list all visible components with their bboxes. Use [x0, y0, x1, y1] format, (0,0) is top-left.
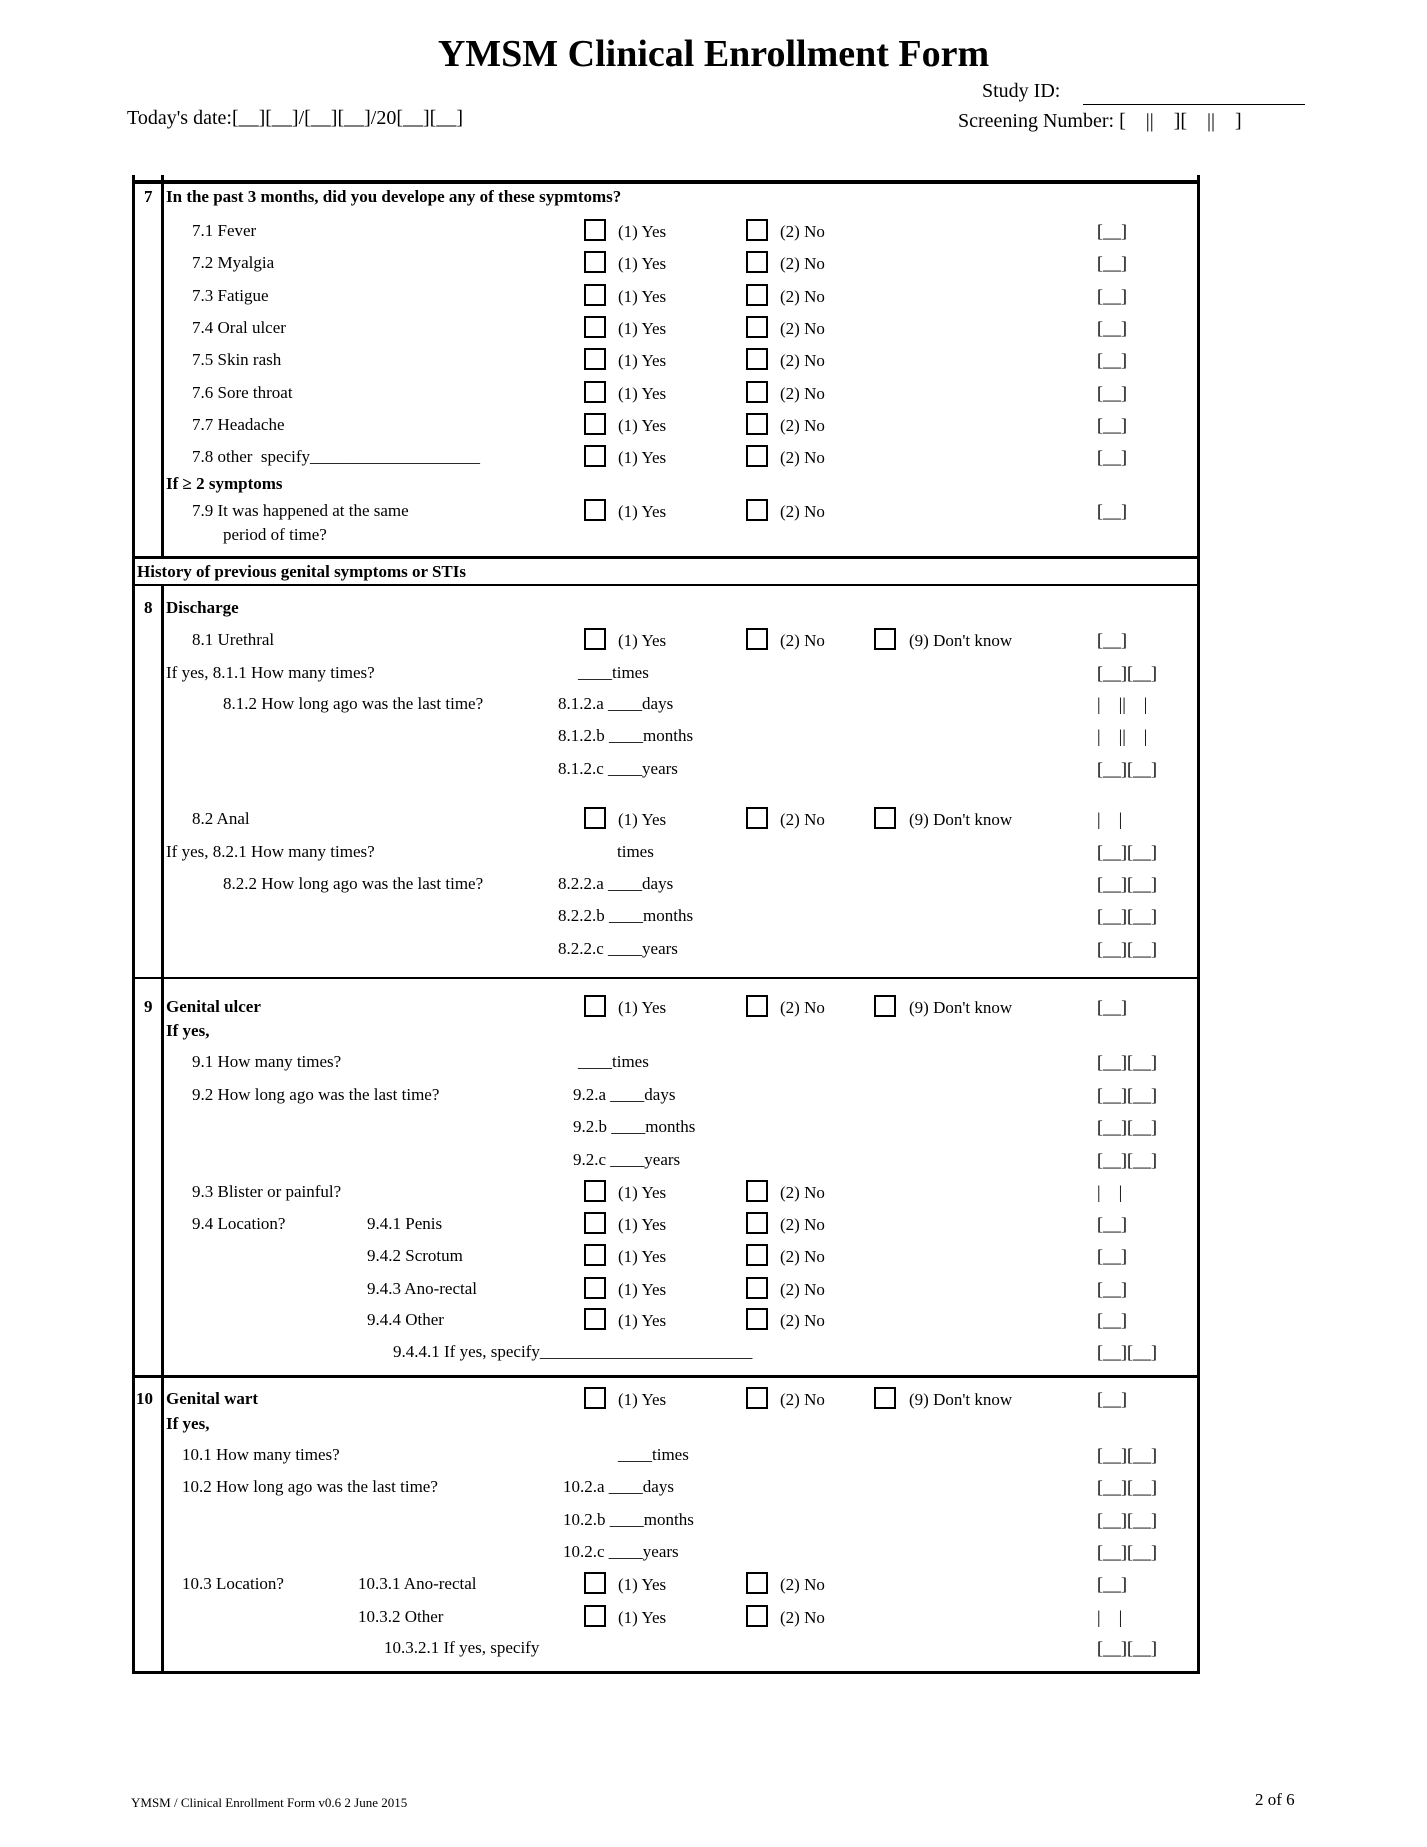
- code-field[interactable]: [__][__]: [1097, 663, 1157, 683]
- row-divider: [132, 556, 1200, 559]
- checkbox-yes[interactable]: [584, 1308, 606, 1330]
- sub-question-label: 9.4.4.1 If yes, specify_________________________: [393, 1342, 753, 1361]
- option-label-yes: (1) Yes: [618, 1280, 667, 1299]
- code-field[interactable]: [__]: [1097, 501, 1127, 521]
- code-field[interactable]: [__]: [1097, 630, 1127, 650]
- code-field[interactable]: [__][__]: [1097, 1638, 1157, 1658]
- answer-blank[interactable]: 8.2.2.a ____days: [558, 874, 674, 893]
- option-label-yes: (1) Yes: [618, 319, 667, 338]
- checkbox-no[interactable]: [746, 445, 768, 467]
- code-field[interactable]: | |: [1097, 1607, 1123, 1627]
- checkbox-no[interactable]: [746, 413, 768, 435]
- code-field[interactable]: [__][__]: [1097, 759, 1157, 779]
- checkbox-yes[interactable]: [584, 284, 606, 306]
- question-label: In the past 3 months, did you develope any of these sypmtoms?: [166, 187, 622, 206]
- row-divider: [132, 977, 1200, 979]
- code-field[interactable]: [__][__]: [1097, 842, 1157, 862]
- option-label-no: (2) No: [780, 1280, 825, 1299]
- code-field[interactable]: [__]: [1097, 1214, 1127, 1234]
- option-label-no: (2) No: [780, 254, 825, 273]
- question-label: 7.9 It was happened at the same: [192, 501, 409, 520]
- question-label: 7.2 Myalgia: [192, 253, 275, 272]
- answer-blank[interactable]: 8.1.2.a ____days: [558, 694, 674, 713]
- code-field[interactable]: [__]: [1097, 350, 1127, 370]
- footer-version: YMSM / Clinical Enrollment Form v0.6 2 June 2015: [131, 1795, 408, 1810]
- inner-divider: [161, 175, 164, 558]
- code-field[interactable]: [__][__]: [1097, 874, 1157, 894]
- question-label: 9.4 Location?: [192, 1214, 286, 1233]
- code-field[interactable]: | || |: [1097, 694, 1148, 714]
- checkbox-yes[interactable]: [584, 1572, 606, 1594]
- option-label-yes: (1) Yes: [618, 502, 667, 521]
- code-field[interactable]: [__]: [1097, 253, 1127, 273]
- answer-blank[interactable]: 8.2.2.c ____years: [558, 939, 678, 958]
- option-label-yes: (1) Yes: [618, 1183, 667, 1202]
- question-label: 8.1.2 How long ago was the last time?: [223, 694, 484, 713]
- option-label-no: (2) No: [780, 631, 825, 650]
- question-label: 7.6 Sore throat: [192, 383, 293, 402]
- option-label-dk: (9) Don't know: [909, 631, 1013, 650]
- answer-blank[interactable]: 9.2.a ____days: [573, 1085, 676, 1104]
- question-label: 8.2.2 How long ago was the last time?: [223, 874, 484, 893]
- option-label-dk: (9) Don't know: [909, 810, 1013, 829]
- question-label: 7.7 Headache: [192, 415, 285, 434]
- question-label: 7.4 Oral ulcer: [192, 318, 286, 337]
- checkbox-yes[interactable]: [584, 1212, 606, 1234]
- option-label-no: (2) No: [780, 287, 825, 306]
- answer-blank[interactable]: 9.2.c ____years: [573, 1150, 681, 1169]
- checkbox-dk[interactable]: [874, 995, 896, 1017]
- question-number: 8: [144, 598, 153, 617]
- screening-number[interactable]: Screening Number: [ || ][ || ]: [958, 110, 1242, 132]
- checkbox-no[interactable]: [746, 348, 768, 370]
- question-label: If ≥ 2 symptoms: [166, 474, 283, 493]
- option-label-yes: (1) Yes: [618, 384, 667, 403]
- code-field[interactable]: | |: [1097, 1182, 1123, 1202]
- answer-blank[interactable]: 9.2.b ____months: [573, 1117, 696, 1136]
- answer-blank[interactable]: ____times: [578, 663, 649, 682]
- option-label-no: (2) No: [780, 1390, 825, 1409]
- question-label: 7.8 other specify____________________: [192, 447, 481, 466]
- answer-blank[interactable]: 10.2.c ____years: [563, 1542, 679, 1561]
- checkbox-yes[interactable]: [584, 1605, 606, 1627]
- sub-question-label: 9.4.3 Ano-rectal: [367, 1279, 477, 1298]
- border-left: [132, 175, 135, 1674]
- border-bottom: [132, 1671, 1200, 1674]
- option-label-yes: (1) Yes: [618, 1390, 667, 1409]
- answer-blank[interactable]: times: [617, 842, 654, 861]
- question-label: 10.1 How many times?: [182, 1445, 340, 1464]
- checkbox-yes[interactable]: [584, 1244, 606, 1266]
- code-field[interactable]: [__][__]: [1097, 939, 1157, 959]
- option-label-no: (2) No: [780, 384, 825, 403]
- option-label-no: (2) No: [780, 1215, 825, 1234]
- checkbox-no[interactable]: [746, 251, 768, 273]
- code-field[interactable]: [__]: [1097, 447, 1127, 467]
- option-label-no: (2) No: [780, 502, 825, 521]
- checkbox-yes[interactable]: [584, 499, 606, 521]
- checkbox-no[interactable]: [746, 1212, 768, 1234]
- option-label-no: (2) No: [780, 448, 825, 467]
- option-label-no: (2) No: [780, 351, 825, 370]
- option-label-no: (2) No: [780, 222, 825, 241]
- todays-date[interactable]: Today's date:[__][__]/[__][__]/20[__][__]: [127, 107, 463, 129]
- code-field[interactable]: [__][__]: [1097, 1542, 1157, 1562]
- sub-question-label: 9.4.1 Penis: [367, 1214, 443, 1233]
- study-id-field[interactable]: [1083, 104, 1305, 105]
- option-label-yes: (1) Yes: [618, 1575, 667, 1594]
- page-title: YMSM Clinical Enrollment Form: [437, 33, 990, 75]
- question-label: 9.3 Blister or painful?: [192, 1182, 342, 1201]
- code-field[interactable]: [__][__]: [1097, 1342, 1157, 1362]
- checkbox-no[interactable]: [746, 219, 768, 241]
- option-label-dk: (9) Don't know: [909, 998, 1013, 1017]
- checkbox-no[interactable]: [746, 1308, 768, 1330]
- checkbox-yes[interactable]: [584, 348, 606, 370]
- sub-question-label: 9.4.2 Scrotum: [367, 1246, 463, 1265]
- border-top: [132, 180, 1200, 184]
- answer-blank[interactable]: 8.1.2.c ____years: [558, 759, 678, 778]
- checkbox-yes[interactable]: [584, 995, 606, 1017]
- answer-blank[interactable]: 8.2.2.b ____months: [558, 906, 694, 925]
- code-field[interactable]: [__][__]: [1097, 906, 1157, 926]
- sub-question-label: 9.4.4 Other: [367, 1310, 444, 1329]
- inner-divider: [161, 585, 164, 1672]
- checkbox-dk[interactable]: [874, 807, 896, 829]
- checkbox-dk[interactable]: [874, 628, 896, 650]
- checkbox-dk[interactable]: [874, 1387, 896, 1409]
- code-field[interactable]: [__][__]: [1097, 1085, 1157, 1105]
- row-divider: [132, 584, 1200, 586]
- code-field[interactable]: [__][__]: [1097, 1510, 1157, 1530]
- checkbox-yes[interactable]: [584, 1387, 606, 1409]
- checkbox-no[interactable]: [746, 1244, 768, 1266]
- option-label-no: (2) No: [780, 1183, 825, 1202]
- sub-question-label: 10.3.2 Other: [358, 1607, 444, 1626]
- question-label: 8.1 Urethral: [192, 630, 275, 649]
- question-label: History of previous genital symptoms or STIs: [137, 562, 467, 581]
- question-label: 10.2 How long ago was the last time?: [182, 1477, 438, 1496]
- checkbox-no[interactable]: [746, 1387, 768, 1409]
- code-field[interactable]: [__][__]: [1097, 1117, 1157, 1137]
- option-label-dk: (9) Don't know: [909, 1390, 1013, 1409]
- option-label-no: (2) No: [780, 1247, 825, 1266]
- checkbox-no[interactable]: [746, 807, 768, 829]
- question-label: 7.1 Fever: [192, 221, 257, 240]
- code-field[interactable]: [__][__]: [1097, 1445, 1157, 1465]
- code-field[interactable]: [__][__]: [1097, 1150, 1157, 1170]
- question-number: 10: [136, 1389, 153, 1408]
- code-field[interactable]: [__][__]: [1097, 1052, 1157, 1072]
- question-label: If yes,: [166, 1021, 210, 1040]
- option-label-no: (2) No: [780, 1575, 825, 1594]
- checkbox-yes[interactable]: [584, 1277, 606, 1299]
- code-field[interactable]: | |: [1097, 809, 1123, 829]
- checkbox-no[interactable]: [746, 316, 768, 338]
- option-label-no: (2) No: [780, 416, 825, 435]
- question-label: Genital ulcer: [166, 997, 261, 1016]
- option-label-yes: (1) Yes: [618, 448, 667, 467]
- option-label-yes: (1) Yes: [618, 254, 667, 273]
- option-label-yes: (1) Yes: [618, 222, 667, 241]
- code-field[interactable]: [__][__]: [1097, 1477, 1157, 1497]
- code-field[interactable]: [__]: [1097, 1246, 1127, 1266]
- row-divider: [132, 1375, 1200, 1378]
- checkbox-no[interactable]: [746, 1277, 768, 1299]
- code-field[interactable]: [__]: [1097, 1310, 1127, 1330]
- question-label: 7.3 Fatigue: [192, 286, 269, 305]
- question-label: If yes,: [166, 1414, 210, 1433]
- option-label-yes: (1) Yes: [618, 631, 667, 650]
- question-label: period of time?: [223, 525, 327, 544]
- code-field[interactable]: [__]: [1097, 997, 1127, 1017]
- code-field[interactable]: [__]: [1097, 1389, 1127, 1409]
- answer-blank[interactable]: ____times: [618, 1445, 689, 1464]
- question-label: 10.3 Location?: [182, 1574, 284, 1593]
- study-id-label: Study ID:: [982, 80, 1061, 102]
- checkbox-no[interactable]: [746, 1572, 768, 1594]
- checkbox-no[interactable]: [746, 499, 768, 521]
- question-label: 8.2 Anal: [192, 809, 250, 828]
- sub-question-label: 10.3.1 Ano-rectal: [358, 1574, 477, 1593]
- question-label: Genital wart: [166, 1389, 259, 1408]
- answer-blank[interactable]: 10.2.b ____months: [563, 1510, 694, 1529]
- question-label: If yes, 8.1.1 How many times?: [166, 663, 375, 682]
- option-label-yes: (1) Yes: [618, 1247, 667, 1266]
- checkbox-yes[interactable]: [584, 219, 606, 241]
- code-field[interactable]: [__]: [1097, 415, 1127, 435]
- question-number: 9: [144, 997, 153, 1016]
- code-field[interactable]: [__]: [1097, 286, 1127, 306]
- answer-blank[interactable]: ____times: [578, 1052, 649, 1071]
- code-field[interactable]: | || |: [1097, 726, 1148, 746]
- option-label-no: (2) No: [780, 998, 825, 1017]
- option-label-yes: (1) Yes: [618, 351, 667, 370]
- question-number: 7: [144, 187, 153, 206]
- checkbox-no[interactable]: [746, 284, 768, 306]
- option-label-yes: (1) Yes: [618, 1608, 667, 1627]
- code-field[interactable]: [__]: [1097, 1574, 1127, 1594]
- page-number: 2 of 6: [1255, 1790, 1295, 1809]
- option-label-yes: (1) Yes: [618, 416, 667, 435]
- answer-blank[interactable]: 10.2.a ____days: [563, 1477, 674, 1496]
- checkbox-yes[interactable]: [584, 1180, 606, 1202]
- checkbox-yes[interactable]: [584, 413, 606, 435]
- option-label-no: (2) No: [780, 1311, 825, 1330]
- checkbox-yes[interactable]: [584, 628, 606, 650]
- checkbox-no[interactable]: [746, 1180, 768, 1202]
- code-field[interactable]: [__]: [1097, 383, 1127, 403]
- border-right: [1197, 175, 1200, 1674]
- question-label: 9.2 How long ago was the last time?: [192, 1085, 440, 1104]
- code-field[interactable]: [__]: [1097, 221, 1127, 241]
- option-label-yes: (1) Yes: [618, 1311, 667, 1330]
- checkbox-no[interactable]: [746, 381, 768, 403]
- question-label: 7.5 Skin rash: [192, 350, 282, 369]
- answer-blank[interactable]: 8.1.2.b ____months: [558, 726, 694, 745]
- checkbox-no[interactable]: [746, 628, 768, 650]
- option-label-no: (2) No: [780, 810, 825, 829]
- option-label-no: (2) No: [780, 1608, 825, 1627]
- checkbox-no[interactable]: [746, 1605, 768, 1627]
- question-label: 9.1 How many times?: [192, 1052, 342, 1071]
- checkbox-yes[interactable]: [584, 445, 606, 467]
- question-label: Discharge: [166, 598, 239, 617]
- checkbox-no[interactable]: [746, 995, 768, 1017]
- sub-question-label: 10.3.2.1 If yes, specify: [384, 1638, 540, 1657]
- option-label-yes: (1) Yes: [618, 287, 667, 306]
- option-label-yes: (1) Yes: [618, 810, 667, 829]
- checkbox-yes[interactable]: [584, 807, 606, 829]
- option-label-no: (2) No: [780, 319, 825, 338]
- question-label: If yes, 8.2.1 How many times?: [166, 842, 375, 861]
- option-label-yes: (1) Yes: [618, 1215, 667, 1234]
- code-field[interactable]: [__]: [1097, 318, 1127, 338]
- checkbox-yes[interactable]: [584, 381, 606, 403]
- checkbox-yes[interactable]: [584, 316, 606, 338]
- checkbox-yes[interactable]: [584, 251, 606, 273]
- option-label-yes: (1) Yes: [618, 998, 667, 1017]
- code-field[interactable]: [__]: [1097, 1279, 1127, 1299]
